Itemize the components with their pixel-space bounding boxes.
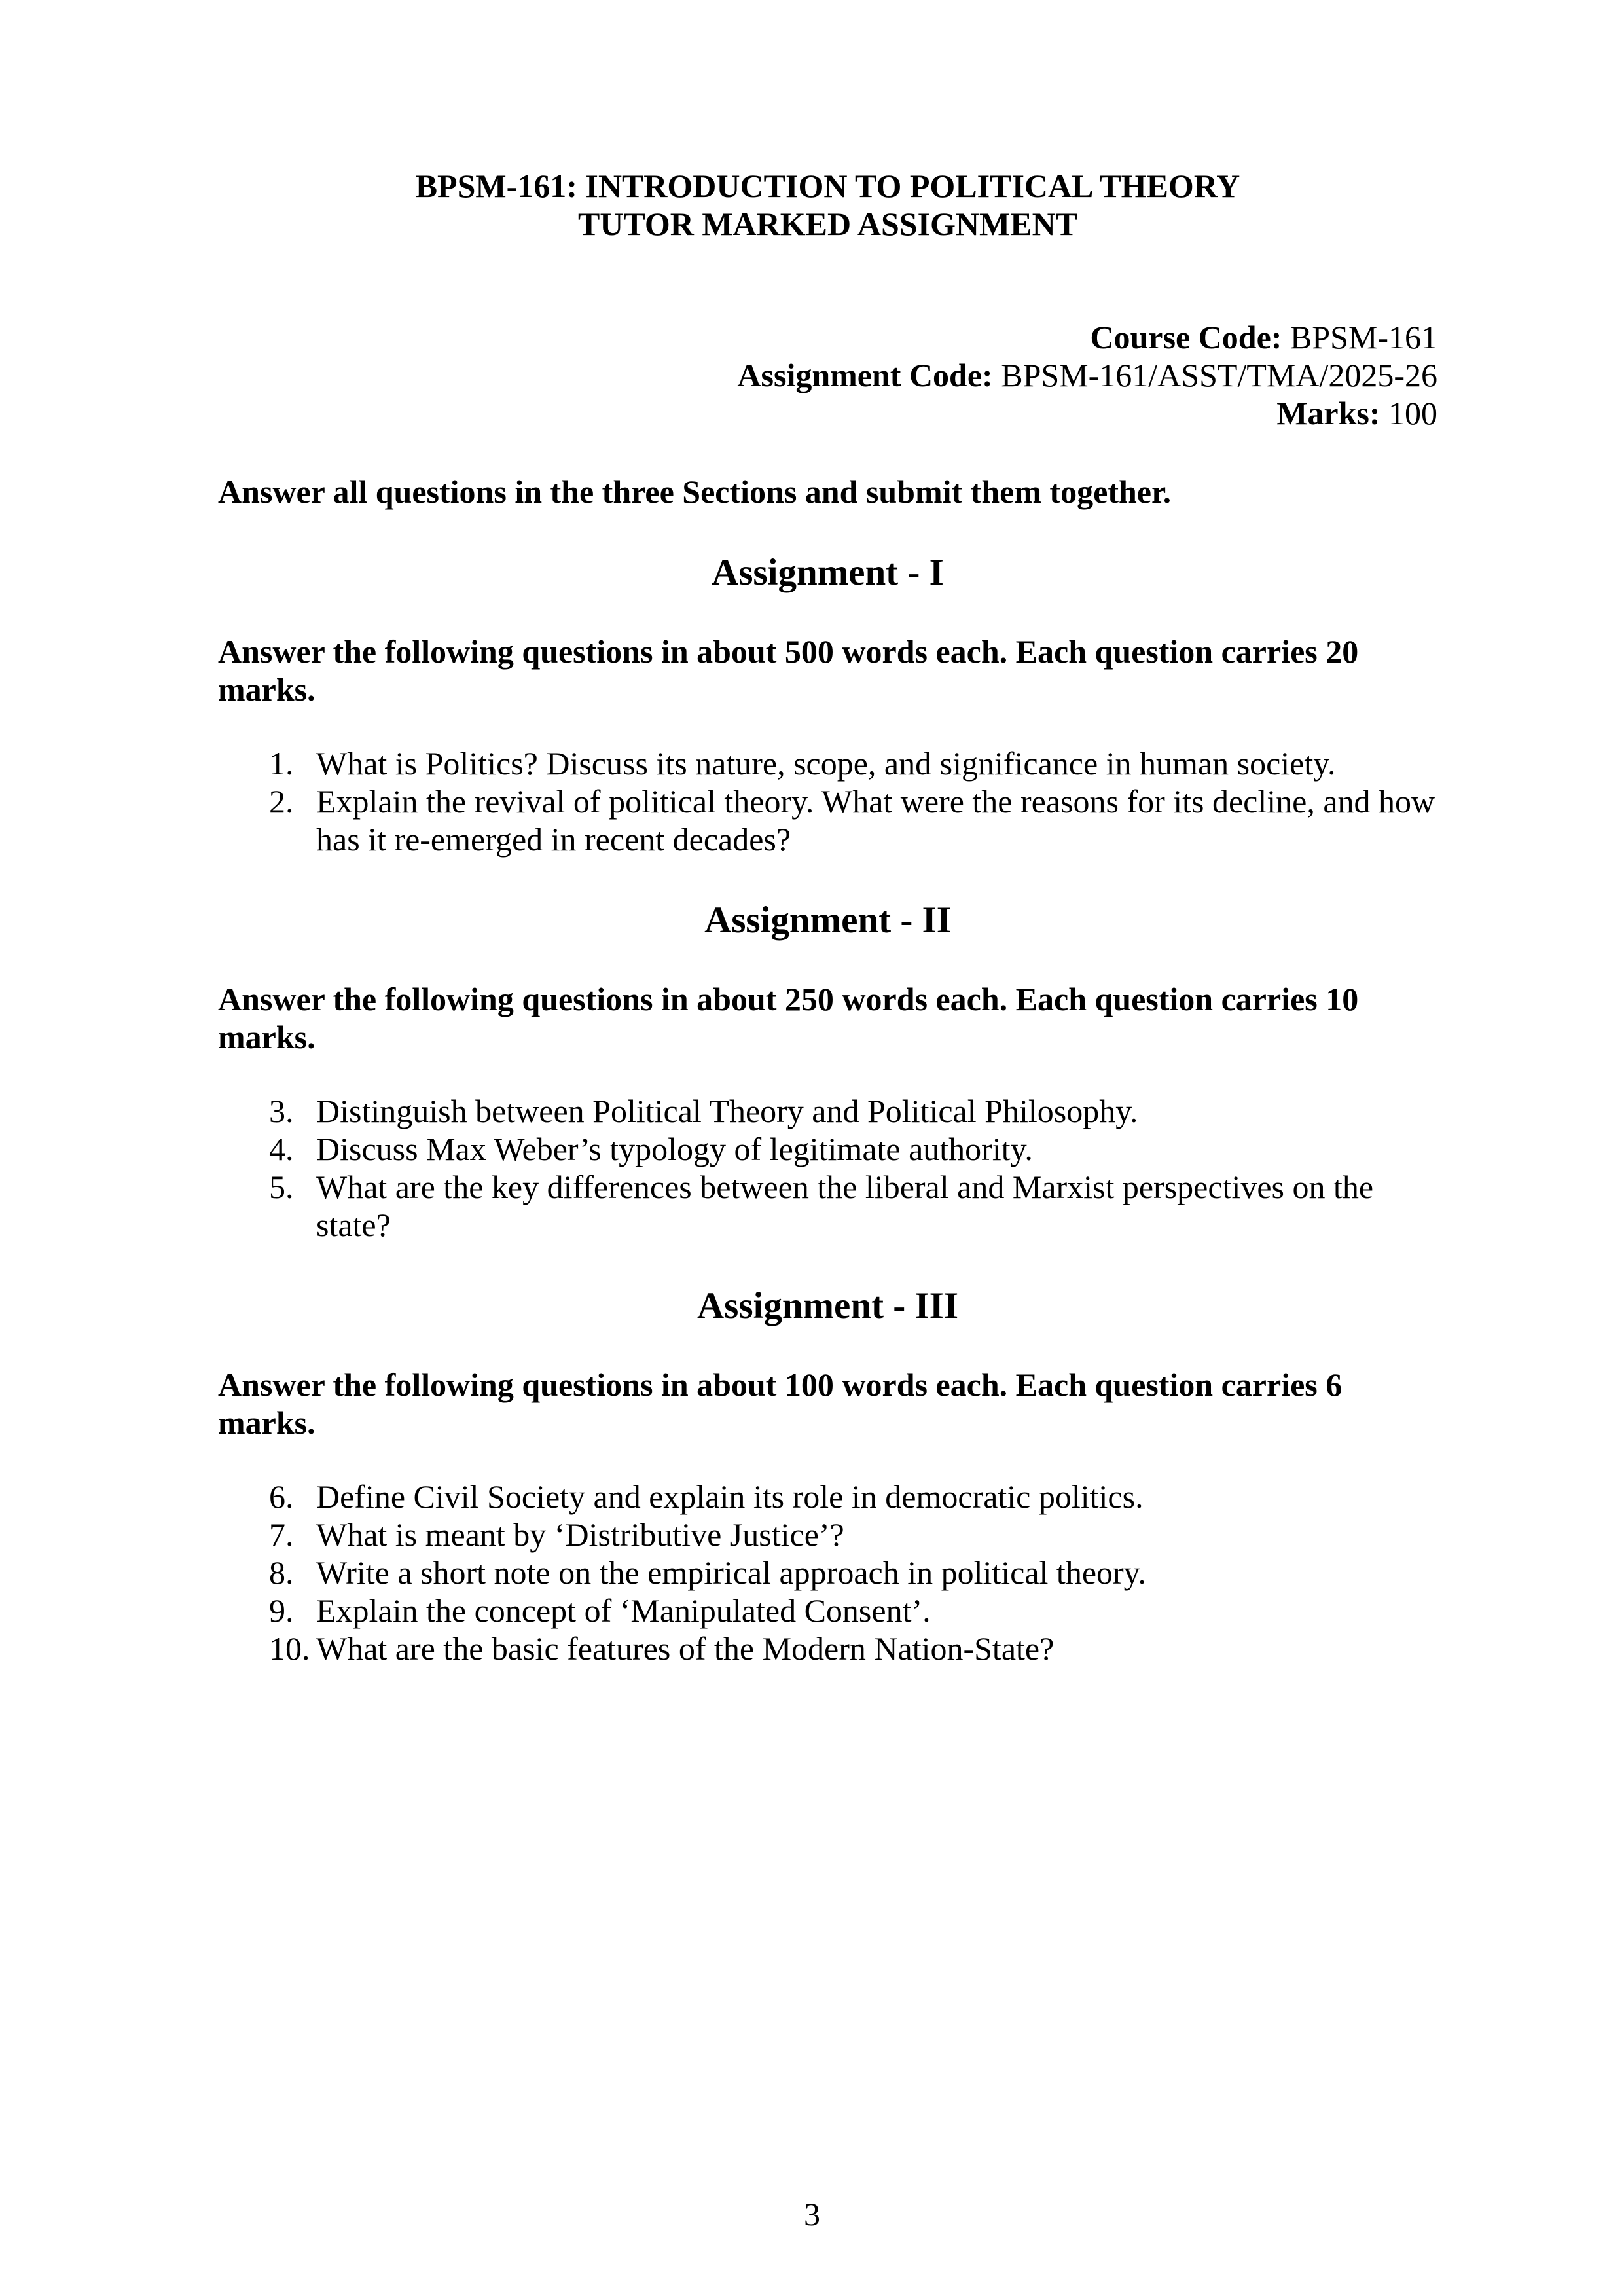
question-text: What are the key differences between the liberal and Marxist perspectives on the state? [316, 1169, 1374, 1244]
question-item [269, 1478, 1437, 1516]
section-assignment-3 [218, 1285, 1437, 1667]
question-number: 7. [269, 1516, 294, 1554]
question-text: Explain the concept of ‘Manipulated Consent’. [316, 1592, 931, 1630]
question-number: 1. [269, 745, 294, 782]
question-item [269, 1168, 1437, 1244]
question-text: What is Politics? Discuss its nature, scope, and significance in human society. [316, 745, 1336, 782]
question-number: 6. [269, 1478, 294, 1516]
question-number: 4. [269, 1131, 294, 1168]
section-heading: Assignment - I [712, 552, 944, 593]
section-assignment-2 [218, 899, 1437, 1244]
question-text: What are the basic features of the Modern Nation-State? [316, 1630, 1055, 1667]
question-item [269, 1630, 1437, 1667]
question-text: Discuss Max Weber’s typology of legitimate authority. [316, 1131, 1033, 1168]
title-line-2: TUTOR MARKED ASSIGNMENT [577, 206, 1078, 242]
question-number: 3. [269, 1093, 294, 1130]
question-list [269, 1092, 1437, 1244]
question-text: Write a short note on the empirical approach in political theory. [316, 1554, 1146, 1592]
section-assignment-1 [218, 551, 1437, 858]
marks-label: Marks: [1276, 395, 1380, 431]
question-item [269, 744, 1437, 782]
question-number: 8. [269, 1554, 294, 1592]
marks-value: 100 [1380, 395, 1437, 431]
general-instruction: Answer all questions in the three Sections and submit them together. [218, 473, 1172, 510]
marks-line [218, 394, 1437, 432]
question-text: What is meant by ‘Distributive Justice’? [316, 1516, 844, 1554]
assignment-code-value: BPSM-161/ASST/TMA/2025-26 [992, 357, 1437, 393]
question-item [269, 782, 1437, 858]
section-intro: Answer the following questions in about 250 words each. Each question carries 10 marks. [218, 981, 1359, 1056]
question-item [269, 1092, 1437, 1130]
question-item [269, 1130, 1437, 1168]
course-code-value: BPSM-161 [1282, 319, 1437, 355]
question-text: Explain the revival of political theory. What were the reasons for its decline, and how has it re-emerged in recent decades? [316, 783, 1435, 858]
course-code-label: Course Code: [1090, 319, 1282, 355]
question-number: 10. [269, 1630, 310, 1667]
meta-block [218, 318, 1437, 432]
question-text: Define Civil Society and explain its role in democratic politics. [316, 1478, 1144, 1516]
question-item [269, 1554, 1437, 1592]
question-text: Distinguish between Political Theory and Political Philosophy. [316, 1093, 1138, 1130]
section-intro: Answer the following questions in about 100 words each. Each question carries 6 marks. [218, 1366, 1343, 1442]
document-title [218, 167, 1437, 243]
question-item [269, 1516, 1437, 1554]
question-number: 5. [269, 1169, 294, 1206]
question-list [269, 744, 1437, 858]
assignment-code-line [218, 356, 1437, 394]
title-line-1: BPSM-161: INTRODUCTION TO POLITICAL THEORY [415, 168, 1240, 204]
section-intro: Answer the following questions in about 500 words each. Each question carries 20 marks. [218, 633, 1359, 708]
question-item [269, 1592, 1437, 1630]
course-code-line [218, 318, 1437, 356]
assignment-code-label: Assignment Code: [737, 357, 993, 393]
question-number: 2. [269, 783, 294, 820]
section-heading: Assignment - II [704, 900, 951, 941]
question-number: 9. [269, 1592, 294, 1630]
section-heading: Assignment - III [696, 1285, 959, 1327]
question-list [269, 1478, 1437, 1667]
page-number: 3 [804, 2196, 820, 2232]
